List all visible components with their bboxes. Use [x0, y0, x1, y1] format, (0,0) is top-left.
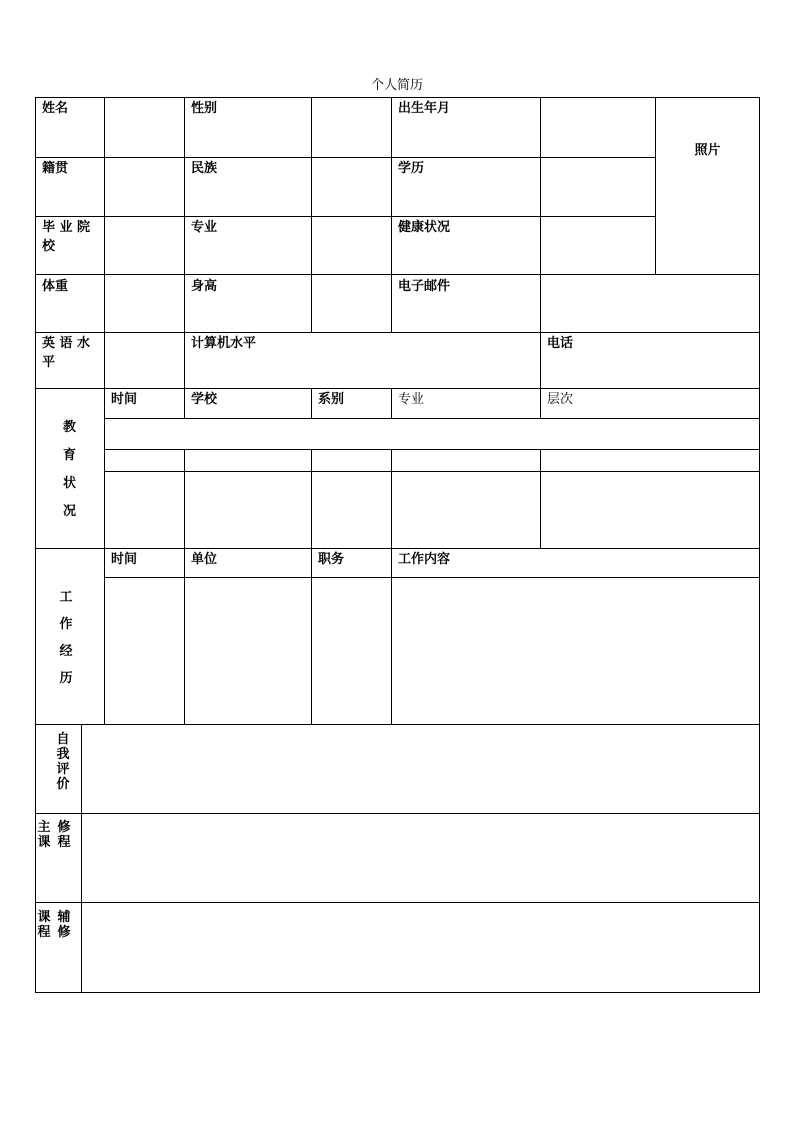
- row-line: [104, 449, 760, 450]
- name-label: 姓名: [42, 101, 69, 116]
- col-line: [81, 724, 82, 993]
- education-label: 学历: [398, 161, 425, 176]
- phone-label: 电话: [547, 336, 574, 351]
- major-courses-label-col1: 主 课: [37, 820, 51, 850]
- row-line: [35, 902, 760, 903]
- minor-courses-label-col2: 辅 修: [57, 910, 71, 940]
- col-line: [391, 548, 392, 725]
- email-label: 电子邮件: [398, 279, 451, 294]
- english-label-line2: 平: [42, 355, 56, 370]
- photo-label: 照片: [694, 143, 721, 158]
- row-line: [104, 577, 760, 578]
- row-line: [35, 157, 656, 158]
- edu-header-major: 专业: [398, 392, 425, 407]
- col-line: [540, 449, 541, 549]
- col-line: [391, 97, 392, 333]
- row-line: [35, 216, 656, 217]
- health-label: 健康状况: [398, 220, 451, 235]
- work-header-time: 时间: [111, 552, 138, 567]
- education-section-label: 教 育 状 况: [62, 420, 76, 519]
- work-header-position: 职务: [318, 552, 345, 567]
- weight-label: 体重: [42, 279, 69, 294]
- row-line: [35, 724, 760, 725]
- edu-header-level: 层次: [547, 392, 574, 407]
- edu-header-department: 系别: [318, 392, 345, 407]
- table-border-right: [759, 97, 760, 993]
- edu-header-school: 学校: [191, 392, 218, 407]
- work-header-content: 工作内容: [398, 552, 451, 567]
- col-line: [184, 449, 185, 549]
- native-label: 籍贯: [42, 161, 69, 176]
- col-line: [311, 548, 312, 725]
- row-line: [35, 274, 760, 275]
- col-line: [391, 449, 392, 549]
- row-line: [35, 332, 760, 333]
- school-label: [36, 217, 96, 257]
- table-border-bottom: [35, 992, 760, 993]
- major-label: 专业: [191, 220, 218, 235]
- english-label-line1: 英 语 水: [42, 336, 91, 351]
- row-line: [104, 418, 760, 419]
- col-line: [311, 449, 312, 549]
- page-title: 个人简历: [370, 78, 423, 93]
- birth-label: 出生年月: [398, 101, 451, 116]
- col-line: [311, 97, 312, 333]
- col-line: [184, 548, 185, 725]
- english-label: [36, 333, 96, 373]
- self-evaluation-label: 自 我 评 价: [56, 732, 70, 792]
- col-line: [655, 97, 656, 275]
- col-line: [104, 548, 105, 725]
- work-header-unit: 单位: [191, 552, 218, 567]
- col-line: [104, 97, 105, 549]
- height-label: 身高: [191, 279, 218, 294]
- row-line: [104, 471, 760, 472]
- school-label-line2: 校: [42, 239, 56, 254]
- gender-label: 性别: [191, 101, 218, 116]
- row-line: [35, 813, 760, 814]
- ethnic-label: 民族: [191, 161, 218, 176]
- minor-courses-label-col1: 课 程: [37, 910, 51, 940]
- school-label-line1: 毕 业 院: [42, 220, 91, 235]
- edu-header-time: 时间: [111, 392, 138, 407]
- major-courses-label-col2: 修 程: [57, 820, 71, 850]
- computer-label: 计算机水平: [191, 336, 257, 351]
- work-section-label: 工 作 经 历: [59, 590, 73, 686]
